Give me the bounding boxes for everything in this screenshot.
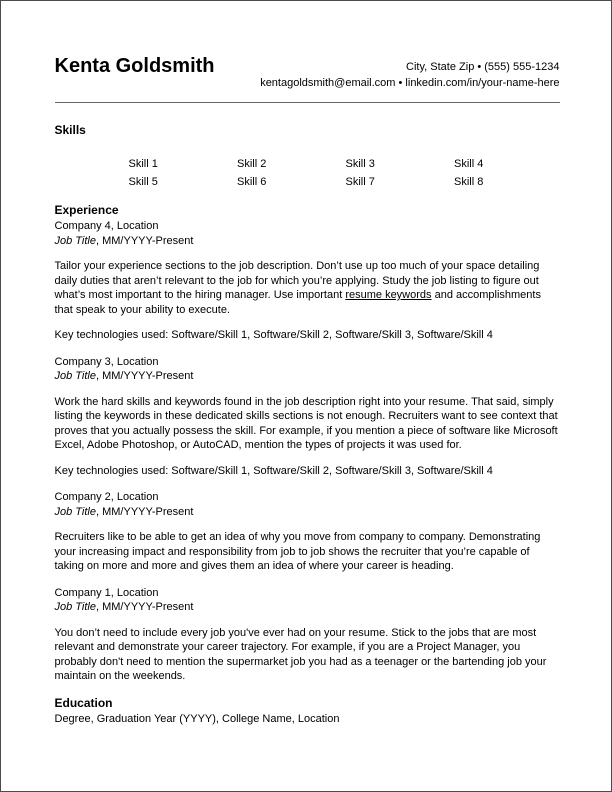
company-line: Company 4, Location — [54, 220, 159, 232]
skill-item: Skill 2 — [237, 158, 267, 170]
job-dates: , MM/YYYY-Present — [95, 234, 194, 247]
job-title: Job Title — [54, 505, 96, 518]
contact-line-location-phone: City, State Zip • (555) 555-1234 — [406, 61, 560, 73]
job-dates: , MM/YYYY-Present — [95, 505, 194, 518]
skill-item: Skill 4 — [454, 158, 484, 170]
job-description-text: and accomplishments that speak to your ability to execute. — [54, 289, 541, 316]
skill-item: Skill 7 — [345, 176, 375, 188]
key-technologies-line: Key technologies used: Software/Skill 1, Software/Skill 2, Software/Skill 3, Software/Skill 4 — [54, 329, 493, 341]
resume-body — [55, 123, 560, 726]
job-title-line — [55, 600, 560, 615]
job-title-line — [55, 505, 560, 520]
job-block — [55, 586, 560, 615]
job-title: Job Title — [54, 370, 96, 382]
skill-item: Skill 8 — [454, 176, 484, 188]
education-line: Degree, Graduation Year (YYYY), College Name, Location — [54, 712, 340, 725]
header-divider — [55, 102, 560, 103]
job-description: Work the hard skills and keywords found in the job description right into your resume. That said, simply listing the keywords in these dedicated skills sections is not enough. Recruiters want to see context that proves that you actually possess the skill. For example, if you mention a piece of software like Microsoft Excel, Adobe Photoshop, or AutoCAD, mention the types of projects it was used for. — [54, 395, 558, 451]
skill-item: Skill 5 — [128, 176, 158, 188]
company-line: Company 2, Location — [54, 491, 159, 503]
experience-heading: Experience — [54, 203, 119, 217]
company-line: Company 3, Location — [54, 355, 159, 368]
skills-grid — [129, 155, 560, 191]
job-title-line — [55, 234, 560, 249]
job-description — [55, 259, 560, 317]
skills-heading: Skills — [54, 123, 86, 137]
contact-line-email-linkedin: kentagoldsmith@email.com • linkedin.com/in/your-name-here — [260, 76, 560, 89]
job-dates: , MM/YYYY-Present — [95, 601, 194, 613]
education-heading: Education — [54, 695, 113, 710]
job-title: Job Title — [54, 601, 96, 613]
job-description-text: Tailor your experience sections to the job description. Don’t use up too much of your space detailing daily duties that aren’t relevant to the job for which you’re applying. Study the job listing to figure out what’s most important to the hiring manager. Use important — [54, 260, 540, 301]
skill-item: Skill 6 — [237, 176, 267, 188]
resume-header — [55, 1, 560, 102]
job-block — [55, 355, 560, 384]
skill-item: Skill 3 — [345, 158, 375, 170]
job-title-line — [55, 369, 560, 384]
resume-keywords-link[interactable]: resume keywords — [345, 289, 432, 301]
person-name: Kenta Goldsmith — [54, 55, 215, 77]
skill-item: Skill 1 — [128, 158, 158, 170]
contact-block — [260, 60, 559, 91]
job-block — [55, 490, 560, 519]
job-description: Recruiters like to be able to get an idea of why you move from company to company. Demonstrating your increasing impact and responsibility from job to job shows the recruiter that you’re capable of taking on more and more and gives them an idea of where your career is heading. — [54, 531, 541, 572]
resume-content — [55, 1, 560, 726]
job-dates: , MM/YYYY-Present — [95, 370, 194, 382]
job-block — [55, 219, 560, 248]
key-technologies-line: Key technologies used: Software/Skill 1, Software/Skill 2, Software/Skill 3, Software/Skill 4 — [54, 464, 493, 477]
company-line: Company 1, Location — [54, 586, 159, 599]
job-title: Job Title — [54, 234, 96, 247]
job-description: You don’t need to include every job you've ever had on your resume. Stick to the jobs that are most relevant and demonstrate your career trajectory. For example, if you are a Project Manager, you probably don't need to mention the supermarket job you had as a teenager or the bartending job your maintain on the weekends. — [54, 626, 547, 682]
